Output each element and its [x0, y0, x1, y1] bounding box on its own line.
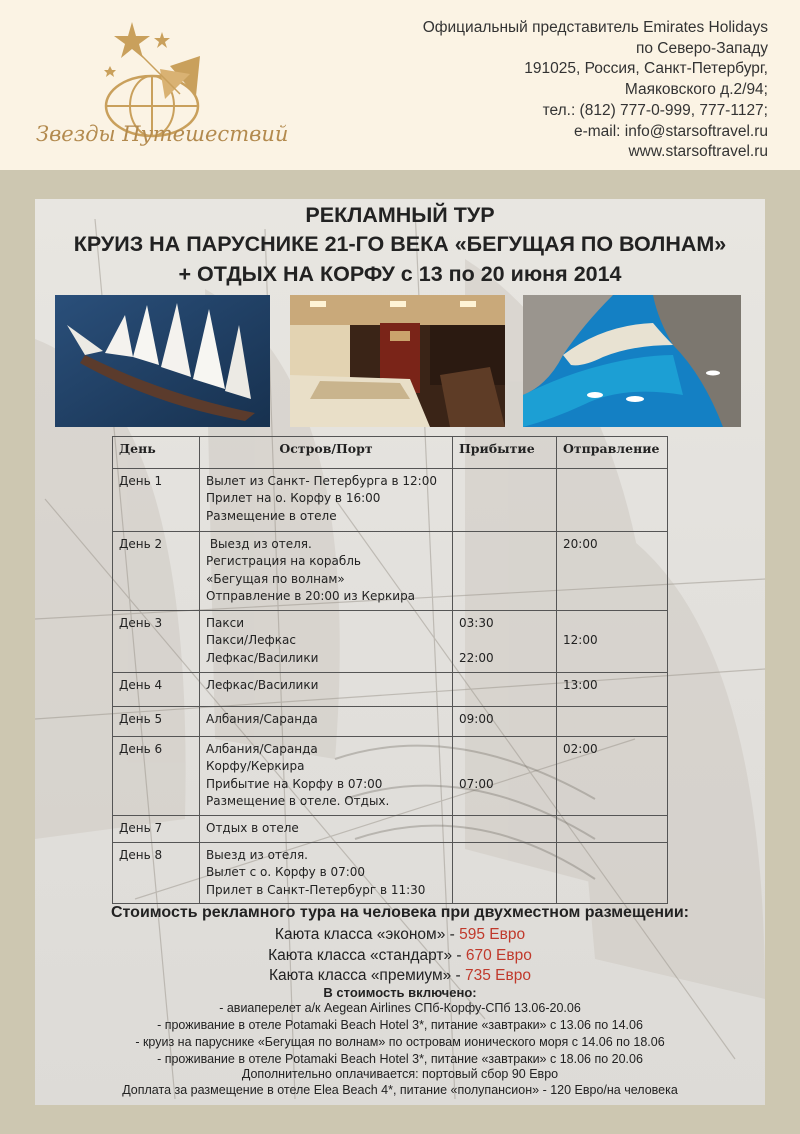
price-line-economy	[35, 926, 765, 944]
table-row	[113, 736, 668, 815]
day-cell: День 6	[113, 736, 200, 815]
title-line: КРУИЗ НА ПАРУСНИКЕ 21-ГО ВЕКА «БЕГУЩАЯ ПО ВОЛНАМ»	[73, 232, 727, 256]
port-cell	[200, 610, 453, 672]
port-line: Лефкас/Василики	[206, 677, 319, 692]
day-cell: День 2	[113, 531, 200, 610]
day-cell: День 3	[113, 610, 200, 672]
arrival-cell	[453, 815, 557, 842]
departure-cell	[557, 531, 668, 610]
table-row	[113, 842, 668, 904]
cabin-price: 670 Евро	[465, 947, 532, 964]
day-cell: День 4	[113, 672, 200, 706]
title-line: РЕКЛАМНЫЙ ТУР	[305, 203, 495, 227]
port-line: Пакси/Лефкас	[206, 633, 296, 647]
included-line: - круиз на паруснике «Бегущая по волнам» по островам ионического моря с 14.06 по 18.06	[135, 1035, 665, 1049]
arrival-cell	[453, 736, 557, 815]
port-cell	[200, 672, 453, 706]
price-heading: Стоимость рекламного тура на человека при двухместном размещении:	[111, 904, 689, 921]
time-value: 09:00	[459, 711, 494, 726]
arrival-cell	[453, 531, 557, 610]
port-line: Вылет из Санкт- Петербурга в 12:00	[206, 473, 437, 488]
arrival-cell	[453, 842, 557, 904]
col-header-day: День	[113, 437, 200, 469]
port-line: Вылет с о. Корфу в 07:00	[206, 865, 366, 879]
included-heading: В стоимость включено:	[323, 985, 477, 1000]
cabin-label: Каюта класса «стандарт» -	[268, 947, 466, 964]
cabin-label: Каюта класса «эконом» -	[274, 926, 460, 943]
port-line: Албания/Саранда	[206, 741, 318, 756]
port-line: Регистрация на корабль	[206, 554, 361, 568]
col-header-port: Остров/Порт	[200, 437, 453, 469]
port-line: Прибытие на Корфу в 07:00	[206, 776, 383, 791]
port-cell	[200, 736, 453, 815]
title-line: + ОТДЫХ НА КОРФУ с 13 по 20 июня 2014	[178, 262, 622, 286]
table-row	[113, 610, 668, 672]
contact-address: 191025, Россия, Санкт-Петербург,	[524, 60, 768, 78]
extra-payment-line: Дополнительно оплачивается: портовый сбор 90 Евро	[241, 1067, 559, 1081]
port-cell	[200, 468, 453, 531]
day-cell: День 1	[113, 468, 200, 531]
arrival-cell	[453, 610, 557, 672]
price-line-standard	[35, 947, 765, 965]
port-line: Отдых в отеле	[206, 820, 299, 835]
arrival-cell	[453, 672, 557, 706]
table-row	[113, 672, 668, 706]
col-header-departure: Отправление	[557, 437, 668, 469]
port-line: Размещение в отеле	[206, 508, 337, 523]
time-value: 20:00	[563, 536, 598, 551]
port-line: Размещение в отеле. Отдых.	[206, 794, 390, 808]
included-line: - проживание в отеле Potamaki Beach Hotel 3*, питание «завтраки» с 18.06 по 20.06	[157, 1052, 643, 1066]
arrival-cell	[453, 706, 557, 736]
included-line: - проживание в отеле Potamaki Beach Hotel 3*, питание «завтраки» с 13.06 по 14.06	[157, 1018, 643, 1032]
time-value: 22:00	[459, 650, 494, 665]
port-line: Прилет в Санкт-Петербург в 11:30	[206, 882, 426, 897]
port-line: «Бегущая по волнам»	[206, 571, 345, 586]
surcharge-line: Доплата за размещение в отеле Elea Beach 4*, питание «полупансион» - 120 Евро/на человека	[122, 1083, 678, 1097]
port-line: Прилет на о. Корфу в 16:00	[206, 491, 381, 505]
time-value: 13:00	[563, 677, 598, 692]
price-line-premium	[35, 967, 765, 985]
contact-website[interactable]: www.starsoftravel.ru	[628, 143, 768, 161]
port-line: Выезд из отеля.	[206, 536, 312, 551]
contact-line: по Северо-Западу	[635, 39, 768, 57]
day-cell: День 7	[113, 815, 200, 842]
port-cell	[200, 531, 453, 610]
departure-cell	[557, 706, 668, 736]
departure-cell	[557, 610, 668, 672]
departure-cell	[557, 468, 668, 531]
port-cell	[200, 815, 453, 842]
port-line: Корфу/Керкира	[206, 759, 305, 773]
time-value: 02:00	[563, 741, 598, 756]
table-row	[113, 468, 668, 531]
port-cell	[200, 842, 453, 904]
contact-line: Официальный представитель Emirates Holidays	[422, 19, 768, 36]
contact-phone: тел.: (812) 777-0-999, 777-1127;	[542, 101, 768, 119]
cabin-photo	[290, 295, 505, 427]
itinerary-table	[112, 436, 668, 904]
time-value: 07:00	[459, 776, 494, 791]
table-row	[113, 815, 668, 842]
departure-cell	[557, 672, 668, 706]
contact-street: Маяковского д.2/94;	[624, 81, 768, 99]
time-value: 03:30	[459, 615, 494, 630]
contact-email[interactable]: e-mail: info@starsoftravel.ru	[573, 122, 768, 140]
table-row	[113, 706, 668, 736]
included-line: - авиаперелет а/к Aegean Airlines СПб-Корфу-СПб 13.06-20.06	[219, 1001, 581, 1015]
logo-text: Звезды Путешествий	[36, 122, 289, 146]
table-header-row	[113, 437, 668, 469]
port-line: Отправление в 20:00 из Керкира	[206, 589, 416, 603]
departure-cell	[557, 736, 668, 815]
col-header-arrival: Прибытие	[453, 437, 557, 469]
table-row	[113, 531, 668, 610]
port-line: Пакси	[206, 615, 245, 630]
header	[0, 0, 800, 170]
cabin-price: 735 Евро	[465, 967, 531, 984]
day-cell: День 8	[113, 842, 200, 904]
port-cell	[200, 706, 453, 736]
departure-cell	[557, 842, 668, 904]
contact-info	[423, 18, 768, 163]
corfu-beach-photo	[523, 295, 741, 427]
day-cell: День 5	[113, 706, 200, 736]
cabin-label: Каюта класса «премиум» -	[268, 967, 466, 984]
tour-panel	[35, 199, 765, 1105]
port-line: Выезд из отеля.	[206, 847, 308, 862]
sailing-ship-photo	[55, 295, 270, 427]
time-value: 12:00	[563, 633, 598, 647]
departure-cell	[557, 815, 668, 842]
cabin-price: 595 Евро	[459, 926, 526, 943]
port-line: Албания/Саранда	[206, 711, 318, 726]
arrival-cell	[453, 468, 557, 531]
port-line: Лефкас/Василики	[206, 650, 319, 665]
